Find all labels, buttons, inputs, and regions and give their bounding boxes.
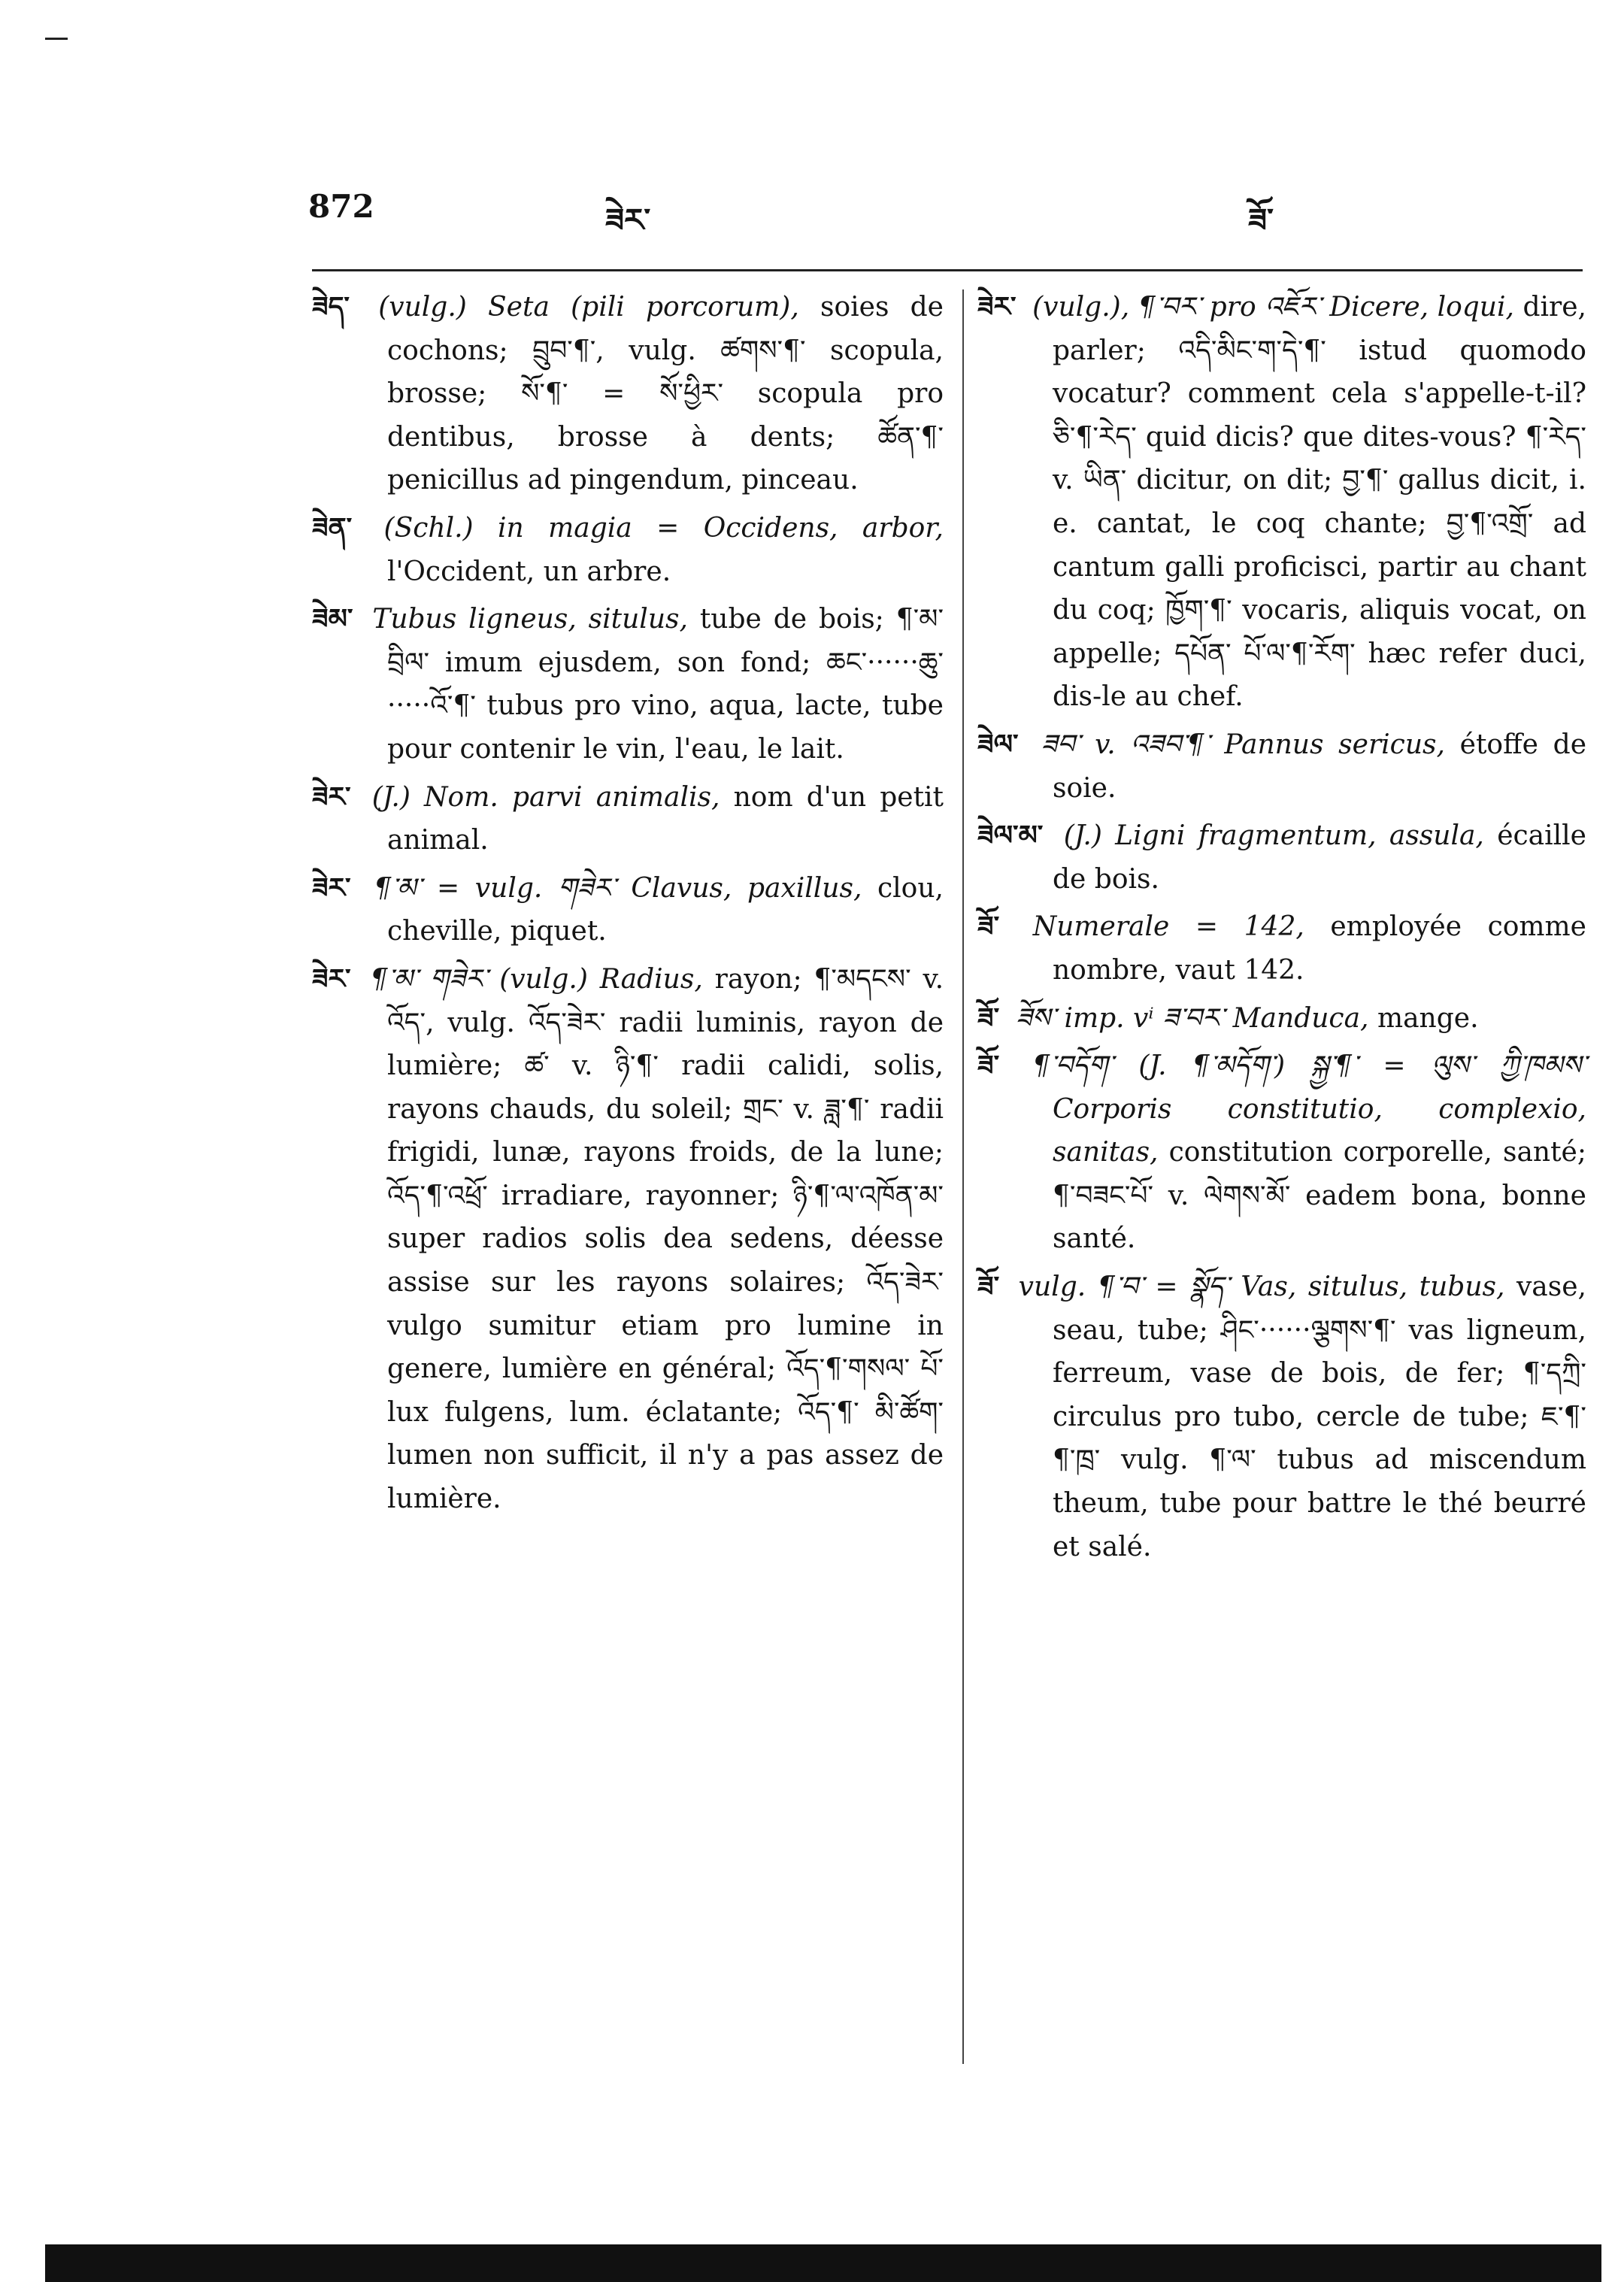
page-number: 872 bbox=[308, 188, 374, 225]
dictionary-entry bbox=[977, 1044, 1586, 1261]
entry-latin: Numerale = 142, bbox=[1032, 911, 1304, 943]
entry-definition: clou, cheville, piquet. bbox=[387, 872, 944, 947]
column-divider bbox=[962, 289, 964, 2064]
entry-latin: ཟབ་ v. འཟབ་¶་ Pannus sericus, bbox=[1041, 729, 1445, 760]
entry-definition: employée comme nombre, vaut 142. bbox=[1053, 911, 1586, 986]
entry-definition: rayon; ¶་མདངས་ v. འོད་, vulg. འོད་ཟེར་ radii luminis, rayon de lumière; ཚ་ v. ཉི་¶་ radii calidi, solis, rayons chauds, du soleil; གྲང་ v. ཟླ་¶་ radii frigidi, lunæ, rayons froids, de la lune; འོད་¶་འཕྲོ་ irradiare, rayonner; ཉི་¶་ལ་འཁོན་མ་ super radios solis dea sedens, déesse assise sur les rayons solaires; འོད་ཟེར་ vulgo sumitur etiam pro lumine in genere, lumière en général; འོད་¶་གསལ་ པོ་ lux fulgens, lum. éclatante; འོད་¶་ མི་ཚོག་ lumen non sufficit, il n'y a pas assez de lumière. bbox=[387, 963, 944, 1515]
header-rule bbox=[312, 269, 1583, 271]
entry-latin: (vulg.), ¶་བར་ pro འཇོར་ Dicere, loqui, bbox=[1032, 292, 1514, 323]
entry-latin: (Schl.) in magia = Occidens, arbor, bbox=[383, 512, 944, 544]
dictionary-entry bbox=[977, 814, 1586, 901]
dictionary-entry bbox=[977, 723, 1586, 810]
entry-headword: ཟེར་ bbox=[977, 291, 1017, 323]
entry-latin: ཟོས་ imp. vⁱ ཟ་བར་ Manduca, bbox=[1015, 1002, 1369, 1034]
entry-headword: ཟེན་ bbox=[312, 511, 353, 544]
dictionary-entry bbox=[977, 286, 1586, 719]
entry-headword: ཟེམ་ bbox=[312, 603, 353, 635]
entry-definition: vase, seau, tube; ཤིང་······ལྕགས་¶་ vas ligneum, ferreum, vase de bois, de fer; ¶་དཀྲི་ circulus pro tubo, cercle de tube; ཇ་¶་ ¶་ཁྲ་ vulg. ¶་ལ་ tubus ad miscendum theum, tube pour battre le thé beurré et salé. bbox=[1053, 1271, 1586, 1562]
entry-definition: écaille de bois. bbox=[1053, 820, 1586, 895]
scan-mark bbox=[45, 38, 68, 40]
dictionary-entry bbox=[977, 1265, 1586, 1568]
left-column bbox=[312, 286, 944, 1526]
running-head-left: ཟེར་ bbox=[605, 202, 651, 238]
entry-definition: mange. bbox=[1377, 1002, 1479, 1034]
entry-latin: (J.) Ligni fragmentum, assula, bbox=[1063, 820, 1484, 852]
entry-latin: ¶་མ་ = vulg. གཟེར་ Clavus, paxillus, bbox=[374, 872, 862, 904]
dictionary-entry bbox=[312, 507, 944, 593]
entry-definition: étoffe de soie. bbox=[1053, 729, 1587, 804]
entry-definition: constitution corporelle, santé; ¶་བཟང་པོ་ v. ལེགས་མོ་ eadem bona, bonne santé. bbox=[1053, 1137, 1586, 1255]
entry-headword: ཟོ་ bbox=[977, 1002, 1000, 1034]
entry-latin: Tubus ligneus, situlus, bbox=[372, 604, 688, 635]
dictionary-entry bbox=[312, 867, 944, 953]
entry-latin: vulg. ¶་བ་ = སྣོད་ Vas, situlus, tubus, bbox=[1018, 1271, 1505, 1303]
entry-latin: ¶་མ་ གཟེར་ (vulg.) Radius, bbox=[370, 963, 703, 995]
entry-definition: nom d'un petit animal. bbox=[387, 781, 944, 856]
entry-headword: ཟེར་ bbox=[312, 780, 351, 813]
entry-headword: ཟེལ་ bbox=[977, 728, 1019, 760]
page-header bbox=[308, 180, 1579, 241]
entry-latin: (vulg.) Seta (pili porcorum), bbox=[378, 292, 799, 323]
entry-headword: ཟོ་ bbox=[977, 911, 1000, 943]
entry-headword: ཟེར་ bbox=[312, 962, 351, 995]
dictionary-entry bbox=[977, 997, 1586, 1041]
dictionary-entry bbox=[312, 958, 944, 1521]
entry-headword: ཟེར་ bbox=[312, 871, 351, 904]
running-head-right: ཟོ་ bbox=[1248, 202, 1274, 238]
entry-definition: dire, parler; འདི་མིང་ག་དེ་¶་ istud quomodo vocatur? comment cela s'appelle-t-il? ཅི་¶་རེད་ quid dicis? que dites-vous? ¶་རེད་ v. ཡིན་ dicitur, on dit; བྱ་¶་ gallus dicit, i. e. cantat, le coq chante; བྱ་¶་འགྲོ་ ad cantum galli proficisci, partir au chant du coq; ཁྱོག་¶་ vocaris, aliquis vocat, on appelle; དཔོན་ པོ་ལ་¶་རོག་ hæc refer duci, dis-le au chef. bbox=[1053, 292, 1586, 713]
scan-bottom-border bbox=[45, 2244, 1601, 2282]
dictionary-entry bbox=[312, 286, 944, 502]
dictionary-entry bbox=[977, 905, 1586, 992]
entry-latin: ¶་བདོག་ (J. ¶་མདོག་) སྐྱ་¶་ = ལུས་ ཀྱི་ཁམས་ Corporis constitutio, complexio, sanitas, bbox=[1032, 1050, 1586, 1168]
right-column bbox=[977, 286, 1586, 1573]
entry-definition: tube de bois; ¶་མ་བྲིལ་ imum ejusdem, son fond; ཆང་······ཆུ་·····འོ་¶་ tubus pro vino, aqua, lacte, tube pour contenir le vin, l'eau, le lait. bbox=[387, 604, 944, 765]
entry-definition: l'Occident, un arbre. bbox=[387, 556, 671, 587]
entry-headword: ཟེལ་མ་ bbox=[977, 820, 1044, 852]
entry-latin: (J.) Nom. parvi animalis, bbox=[371, 781, 720, 813]
entry-definition: soies de cochons; བྲུབ་¶་, vulg. ཚགས་¶་ scopula, brosse; སོ་¶་ = སོ་ཕྱིར་ scopula pro dentibus, brosse à dents; ཚོན་¶་ penicillus ad pingendum, pinceau. bbox=[387, 292, 944, 496]
entry-headword: ཟེད་ bbox=[312, 291, 350, 323]
dictionary-entry bbox=[312, 598, 944, 771]
dictionary-entry bbox=[312, 776, 944, 862]
entry-headword: ཟོ་ bbox=[977, 1050, 1000, 1082]
entry-headword: ཟོ་ bbox=[977, 1271, 1000, 1303]
